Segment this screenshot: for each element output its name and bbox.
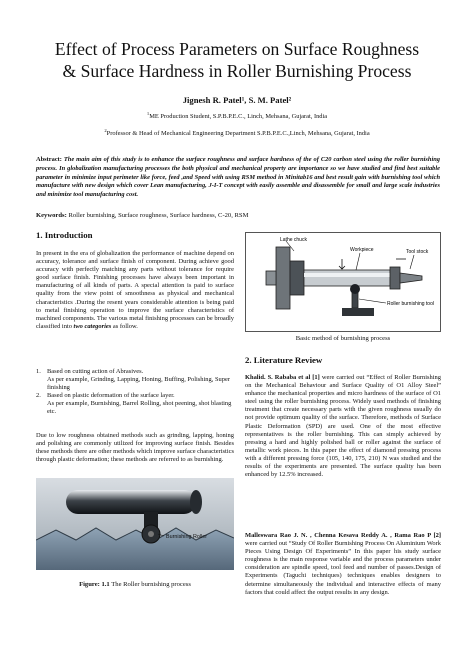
- label-lathe-chuck: Lathe chuck: [280, 237, 307, 243]
- section-heading-literature-review: 2. Literature Review: [245, 355, 323, 365]
- ref-1-authors: Khalid. S. Rababa et al [1]: [245, 374, 320, 381]
- intro-paragraph-2: Due to low roughness obtained methods such as grinding, lapping, honing and polishing are commonly utilized for improving surface finish. Besides these methods there are other methods which improve surface characteristics through plastic deformation; these methods are referred to as burnishing.: [36, 432, 234, 464]
- figure-1-caption-text: The Roller burnishing process: [111, 581, 191, 588]
- paper-title: [18, 38, 456, 82]
- list-item: [36, 392, 234, 400]
- affiliation-2: [0, 127, 474, 137]
- roller-burnishing-illustration: [36, 478, 234, 570]
- affiliation-1: [0, 110, 474, 120]
- author-list: Jignesh R. Patel¹, S. M. Patel²: [182, 95, 292, 105]
- list-item-example: As per example, Burnishing, Barrel Rolling, shot peening, shot blasting etc.: [47, 400, 232, 416]
- abstract: [36, 156, 440, 200]
- figure-1-caption: [36, 581, 234, 588]
- label-tool-stock: Tool stock: [406, 249, 429, 255]
- list-item-text: Based on plastic deformation of the surface layer.: [47, 392, 175, 400]
- intro-paragraph-1-text: In present in the era of globalization the performance of machine depend on accuracy, tolerance and surface finish of component. During achieve good accuracy with perfectly matching any parts without tolerance for require good surface finish. Finishing processes have always been important in manufacturing of all kinds of parts. A special attention is paid to surface quality from the view point of smoothness as physical and mechanical characteristics .During the resent years considerable attention is being paid to metal finishing operation to improve the surface characteristics of machined components. The various metal finishing processes can be broadly classified into: [36, 250, 234, 330]
- keywords-label: Keywords:: [36, 212, 67, 219]
- intro-category-list: [36, 368, 234, 417]
- figure-roller-burnishing: [36, 478, 234, 570]
- keywords-text: Roller burnishing, Surface roughness, Surface hardness, C-20, RSM: [68, 212, 249, 219]
- affiliation-1-text: ME Production Student, S.P.B.P.E.C., Linch, Mehsana, Gujarat, India: [149, 113, 328, 120]
- intro-paragraph-1: [36, 250, 234, 331]
- abstract-text: The main aim of this study is to enhance the surface roughness and surface hardness of the of C20 carbon steel using the roller burnishing process. In globalization manufacturing processes the both physical and mechanical property are importance so we have studied and find best suitable parameter in minimize input perimeter like force, feed ,and Speed with using RSM method in Minitab16 and best result gain with burnishing tool which manufacture with new design which cover Lean manufacturing, J-I-T concept with easily assemble and disassemble for small and large scale industries and minimize tool manufacturing cost.: [36, 156, 440, 199]
- title-line-2: & Surface Hardness in Roller Burnishing Process: [62, 61, 412, 81]
- affiliation-2-marker: 2: [104, 127, 107, 133]
- affiliation-1-marker: 1: [146, 110, 150, 116]
- ref-1-text: were carried out “Effect of Roller Burnishing on the Mechanical Behaviour and Surface Quality of O1 Alloy Steel” enhance the mechanical properties and micro hardness of the surface of O1 steel using the roller burnishing process. Widely used methods of finishing treatment that create necessary parts with the given roughness usually do not provide optimum quality of the surface. Therefore, methods of Surface Plastic Deformation (SPD) are used. One of the most effective representatives is the roller burnishing. This can simply achieved by pressing a hard and highly polished ball or roller against the surface of metallic work pieces. In this paper the effect of diamond pressing process with a different pressing force (105, 140, 175, 210) N was studied and the results of the experiments are presented. The surface quality has been enhanced by 12.5% increased.: [245, 374, 441, 479]
- list-item: [36, 368, 234, 376]
- keywords: [36, 212, 440, 219]
- ref-2-text: were carried out “Study Of Roller Burnishing Process On Aluminium Work Pieces Using Design Of Experiments” In this paper his study surface roughness is the main response variable and the process parameters under consideration are spindle speed, tool feed and number of passes.Design of Experiments (Taguchi techniques) techniques enables designers to determine simultaneously the individual and interactive effects of many factors that could affect the output results in any design.: [245, 540, 441, 596]
- list-item-example: As per example, Grinding, Lapping, Honing, Buffing, Polishing, Super finishing: [47, 376, 230, 392]
- affiliation-2-text: Professor & Head of Mechanical Engineering Department S.P.B.P.E.C.,Linch, Mehsana, Gujarat, India: [106, 130, 370, 137]
- list-number: 2.: [36, 392, 41, 400]
- intro-paragraph-1-end: as follow.: [112, 322, 138, 330]
- burnishing-method-diagram: [246, 233, 441, 332]
- figure-burnishing-method: [245, 232, 441, 332]
- list-item-text: Based on cutting action of Abrasives.: [47, 368, 144, 375]
- intro-paragraph-1-emphasis: two categories: [73, 322, 112, 330]
- abstract-label: Abstract:: [36, 156, 62, 163]
- figure-1-label: Figure: 1.1: [79, 581, 110, 588]
- title-line-1: Effect of Process Parameters on Surface Roughness: [54, 39, 420, 59]
- literature-ref-1: [245, 374, 441, 479]
- label-roller-tool: Roller burnishing tool: [387, 301, 434, 307]
- ref-2-authors: Malleswara Rao J. N. , Chenna Kesava Reddy A. , Rama Rao P [2]: [245, 532, 441, 539]
- figure-tag-burnishing-roller: Burnishing Roller: [166, 534, 208, 540]
- literature-ref-2: [245, 532, 441, 597]
- label-workpiece: Workpiece: [350, 247, 374, 253]
- section-heading-introduction: 1. Introduction: [36, 230, 93, 240]
- list-number: 1.: [36, 368, 41, 375]
- figure-right-caption: Basic method of burnishing process: [295, 335, 391, 342]
